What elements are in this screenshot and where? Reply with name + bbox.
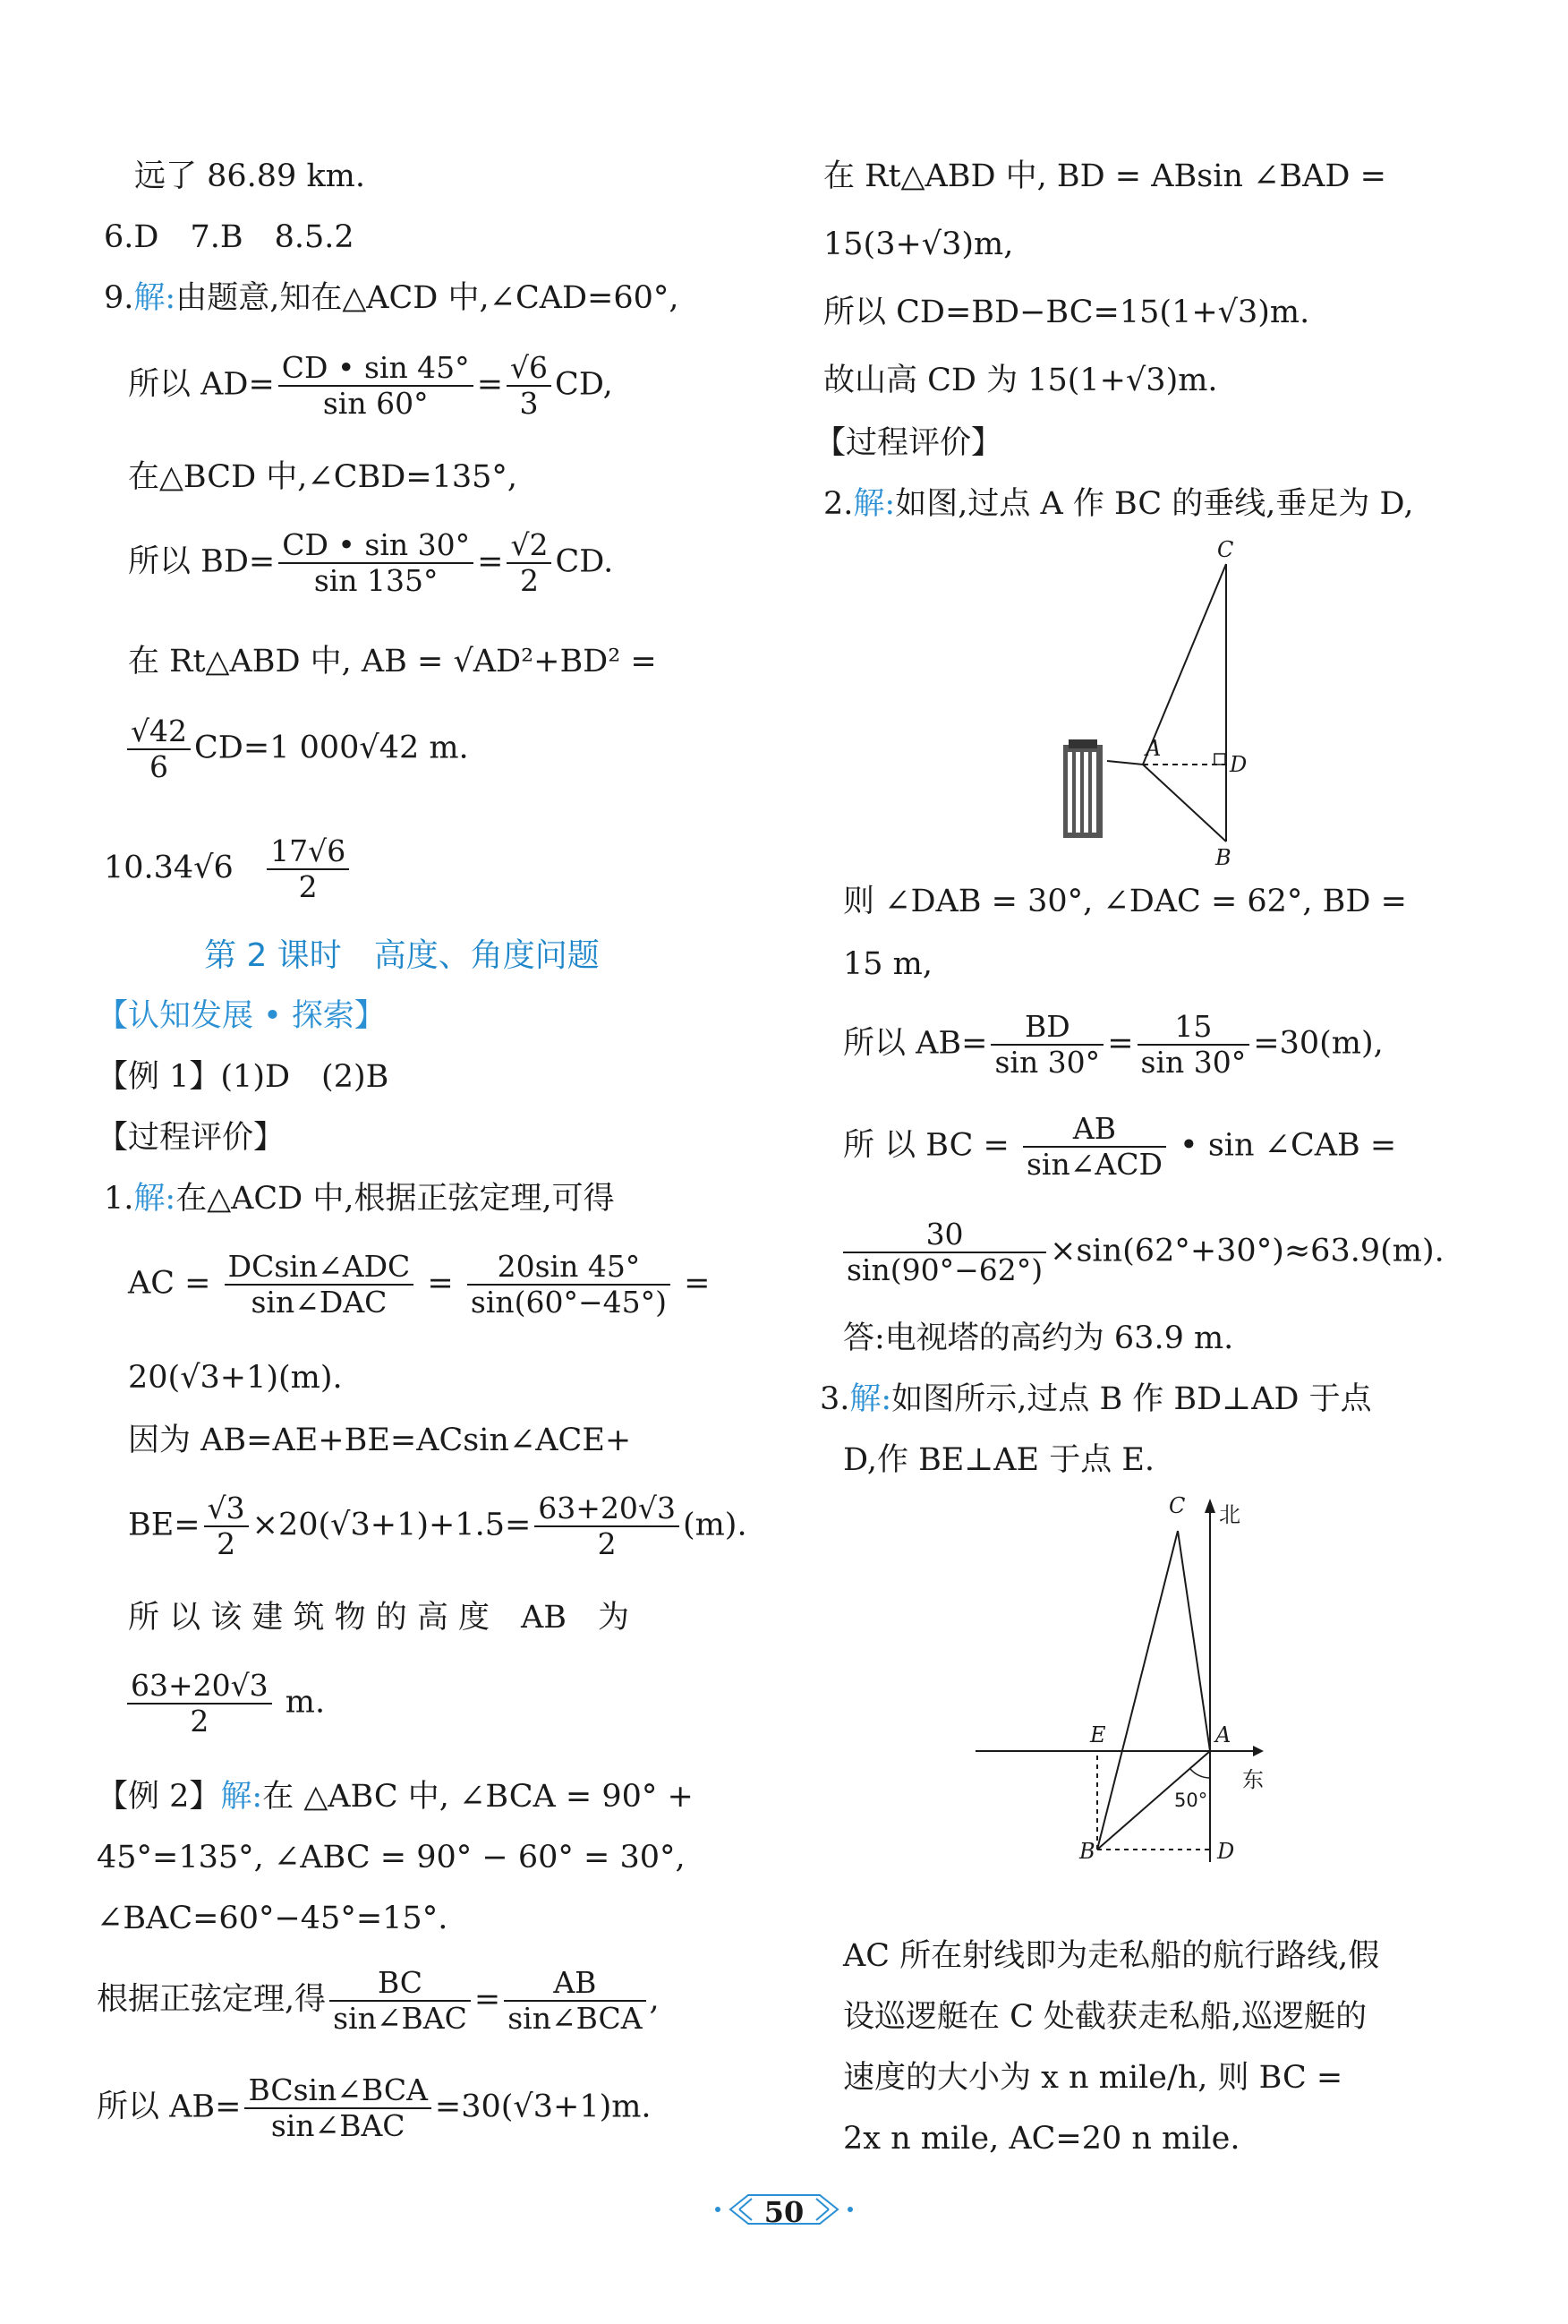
solution-label: 解: [133,280,176,316]
line-ac [1143,564,1226,765]
line-a-a [1107,761,1143,765]
subsection-heading: 【认知发展 • 探索】 [97,998,386,1034]
text-line: 所 以 该 建 筑 物 的 高 度 AB 为 [128,1600,630,1636]
text-line: 在 Rt△ABD 中, BD = ABsin ∠BAD = [823,158,1386,194]
example-1-answer: 【例 1】(1)D (2)B [97,1059,389,1095]
text-line: 因为 AB=AE+BE=ACsin∠ACE+ [128,1423,632,1458]
formula-height: $\frac{63+20√3}{2}$ m. [124,1669,325,1739]
answer-line: 6.D 7.B 8.5.2 [104,219,354,255]
text-line: 15 m, [843,946,933,982]
label-c: C [1217,537,1234,562]
answer-line: 答:电视塔的高约为 63.9 m. [843,1320,1234,1356]
answer-10: 10.34√6 $\frac{17√6}{2}$ [104,834,353,904]
formula-ab-final: 所以 AB= $\frac{\text{BCsin∠BCA}}{\text{sin∠BAC}}$ =30(√3+1)m. [97,2072,652,2143]
text-line: 在△BCD 中,∠CBD=135°, [128,459,518,495]
section-title: 第 2 课时 高度、角度问题 [204,937,600,974]
formula-bd: 所以 BD= $\frac{CD • \sin 30^\circ}{\sin 135^\circ}$ = $\frac{√2}{2}$ CD. [128,527,614,598]
problem-2-header: 2.解:如图,过点 A 作 BC 的垂线,垂足为 D, [823,486,1414,522]
east-arrow-icon [1253,1746,1264,1756]
label-b: B [1079,1839,1095,1864]
label-east: 东 [1242,1767,1264,1792]
formula-ac-result: 20(√3+1)(m). [128,1360,343,1396]
figure-ship-route [976,1486,1262,1880]
solution-label: 解: [853,486,896,522]
label-e: E [1090,1722,1106,1747]
formula-ac: AC = $\frac{\text{DCsin∠ADC}}{\text{sin∠DAC}}$ = $\frac{20\sin 45^\circ}{\sin(60^\circ-45^\circ)}$ = [128,1249,711,1320]
subsection-heading: 【过程评价】 [97,1120,285,1156]
problem-9-header: 9.解:由题意,知在△ACD 中,∠CAD=60°, [104,280,679,316]
formula-ab: 在 Rt△ABD 中, AB = √AD²+BD² = [128,644,657,679]
example-2-header: 【例 2】解:在 △ABC 中, ∠BCA = 90° + [97,1779,694,1815]
page-number: 50 [0,2192,1568,2233]
text-line: 远了 86.89 km. [134,158,365,194]
problem-1-header: 1.解:在△ACD 中,根据正弦定理,可得 [104,1181,615,1217]
label-a: A [1215,1722,1231,1747]
text-line: 所以 CD=BD−BC=15(1+√3)m. [823,295,1310,330]
text-line: 则 ∠DAB = 30°, ∠DAC = 62°, BD = [843,884,1407,919]
label-north: 北 [1219,1502,1240,1527]
building-icon [1063,739,1103,838]
problem-3-header: 3.解:如图所示,过点 B 作 BD⊥AD 于点 [820,1381,1372,1417]
subsection-heading: 【过程评价】 [814,425,1003,461]
formula-ad: 所以 AD= $\frac{CD • \sin 45^\circ}{\sin 60^\circ}$ = $\frac{√6}{3}$ CD, [128,350,613,421]
formula-bc-result: $\frac{30}{\sin(90^\circ-62^\circ)}$ ×sin(62°+30°)≈63.9(m). [839,1218,1444,1287]
line-cb [1097,1531,1178,1850]
formula-ab: 所以 AB= $\frac{BD}{\sin 30^\circ}$ = $\frac{15}{\sin 30^\circ}$ =30(m), [843,1009,1384,1080]
formula-ab-result: $\frac{√42}{6}$ CD=1 000√42 m. [124,714,469,784]
solution-label: 解: [849,1381,892,1417]
line-ab [1143,765,1226,842]
line-ca [1178,1531,1210,1751]
figure-tower-triangle [1038,537,1248,877]
text-line: 2x n mile, AC=20 n mile. [843,2121,1240,2157]
text-line: 15(3+√3)m, [823,226,1014,262]
formula-be: BE= $\frac{√3}{2}$ ×20(√3+1)+1.5= $\frac{63+20√3}{2}$ (m). [128,1491,747,1561]
text-line: 45°=135°, ∠ABC = 90° − 60° = 30°, [97,1840,686,1875]
solution-label: 解: [220,1779,263,1815]
text-line: D,作 BE⊥AE 于点 E. [843,1442,1155,1478]
angle-arc [1190,1769,1210,1778]
label-d: D [1230,752,1248,777]
label-b: B [1215,845,1231,870]
label-d: D [1217,1839,1235,1864]
solution-label: 解: [133,1181,176,1217]
formula-sine-law: 根据正弦定理,得 $\frac{BC}{\text{sin∠BAC}}$ = $\frac{AB}{\text{sin∠BCA}}$ , [97,1965,660,2036]
text-line: 故山高 CD 为 15(1+√3)m. [823,363,1218,398]
label-angle: 50° [1174,1790,1208,1811]
text-line: ∠BAC=60°−45°=15°. [97,1901,448,1936]
label-c: C [1169,1493,1186,1518]
right-angle-mark [1214,754,1225,765]
north-arrow-icon [1205,1499,1215,1513]
formula-bc: 所 以 BC = $\frac{AB}{\text{sin∠ACD}}$ • sin ∠CAB = [843,1111,1397,1182]
text-line: 速度的大小为 x n mile/h, 则 BC = [843,2060,1343,2096]
label-a: A [1146,736,1162,761]
text-line: 设巡逻艇在 C 处截获走私船,巡逻艇的 [843,1999,1368,2035]
text-line: AC 所在射线即为走私船的航行路线,假 [843,1938,1380,1974]
